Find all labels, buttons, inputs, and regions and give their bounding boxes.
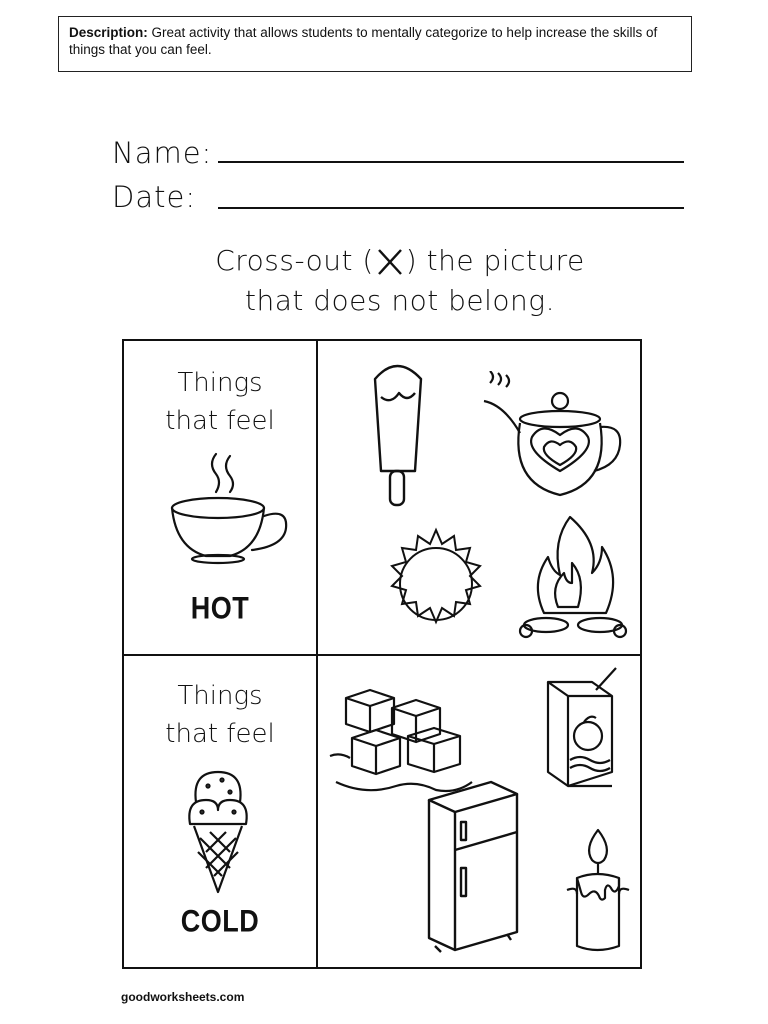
juice-box-icon[interactable] <box>530 664 630 794</box>
footer-source[interactable]: goodworksheets.com <box>121 990 245 1004</box>
instruction-line-1: Cross-out ( ) the picture <box>215 244 585 277</box>
category-title-line-1: Things <box>177 681 263 711</box>
category-cell-cold <box>124 656 316 967</box>
description-label: Description: <box>69 25 148 40</box>
date-label: Date: <box>112 180 197 214</box>
category-label-hot: HOT <box>190 590 250 626</box>
description-text: Great activity that allows students to mentally categorize to help increase the skills of things that you can feel. <box>69 25 658 57</box>
category-title-line-2: that feel <box>165 719 275 749</box>
category-cell-hot <box>124 341 316 654</box>
date-line[interactable] <box>218 207 684 209</box>
description-box <box>58 16 692 72</box>
refrigerator-icon[interactable] <box>423 776 523 956</box>
instruction-line-2: that does not belong. <box>245 284 555 317</box>
ice-cream-cone-icon <box>186 766 250 896</box>
sun-icon[interactable] <box>376 526 496 641</box>
instruction <box>120 241 680 321</box>
category-title-line-2: that feel <box>165 406 275 436</box>
lit-candle-icon[interactable] <box>563 826 633 956</box>
popsicle-icon[interactable] <box>363 361 433 511</box>
cross-out-x-icon <box>374 246 406 278</box>
category-label-cold: COLD <box>180 903 260 939</box>
pictures-cell-cold <box>318 656 640 967</box>
campfire-icon[interactable] <box>518 513 628 643</box>
name-label: Name: <box>112 136 213 170</box>
steaming-teapot-icon[interactable] <box>478 371 628 501</box>
pictures-cell-hot <box>318 341 640 654</box>
hot-tea-cup-icon <box>164 446 294 566</box>
name-field[interactable] <box>112 136 212 170</box>
worksheet-grid <box>122 339 642 969</box>
name-line[interactable] <box>218 161 684 163</box>
date-field[interactable] <box>112 180 196 214</box>
category-title-line-1: Things <box>177 368 263 398</box>
